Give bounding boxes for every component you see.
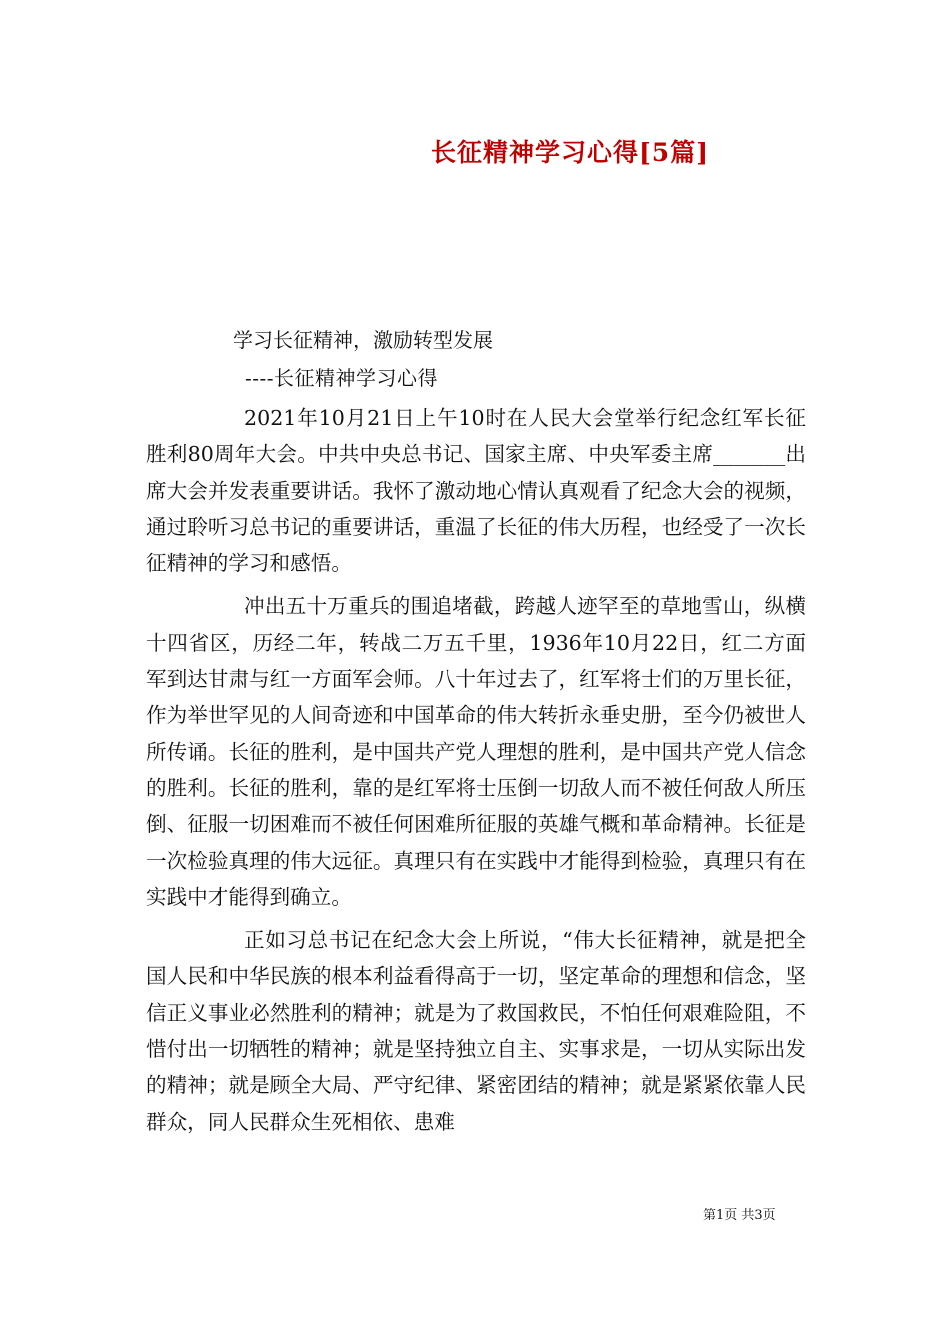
document-subtitle: 学习长征精神，激励转型发展 <box>233 328 493 352</box>
document-body <box>146 400 806 1147</box>
document-byline: ----长征精神学习心得 <box>245 366 439 390</box>
document-title: 长征精神学习心得[5篇] <box>430 138 710 167</box>
body-paragraph-1: 2021年10月21日上午10时在人民大会堂举行纪念红军长征胜利80周年大会。中共中央总书记、国家主席、中央军委主席_______出席大会并发表重要讲话。我怀了激动地心情认真观看了纪念大会的视频，通过聆听习总书记的重要讲话，重温了长征的伟大历程，也经受了一次长征精神的学习和感悟。 <box>146 406 806 576</box>
body-paragraph-2: 冲出五十万重兵的围追堵截，跨越人迹罕至的草地雪山，纵横十四省区，历经二年，转战二万五千里，1936年10月22日，红二方面军到达甘肃与红一方面军会师。八十年过去了，红军将士们的万里长征，作为举世罕见的人间奇迹和中国革命的伟大转折永垂史册，至今仍被世人所传诵。长征的胜利，是中国共产党人理想的胜利，是中国共产党人信念的胜利。长征的胜利，靠的是红军将士压倒一切敌人而不被任何敌人所压倒、征服一切困难而不被任何困难所征服的英雄气概和革命精神。长征是一次检验真理的伟大远征。真理只有在实践中才能得到检验，真理只有在实践中才能得到确立。 <box>146 594 806 909</box>
page-number-footer: 第1页 共3页 <box>703 1208 776 1223</box>
body-paragraph-3: 正如习总书记在纪念大会上所说，“伟大长征精神，就是把全国人民和中华民族的根本利益看得高于一切，坚定革命的理想和信念，坚信正义事业必然胜利的精神；就是为了救国救民，不怕任何艰难险阻，不惜付出一切牺牲的精神；就是坚持独立自主、实事求是，一切从实际出发的精神；就是顾全大局、严守纪律、紧密团结的精神；就是紧紧依靠人民群众，同人民群众生死相依、患难 <box>146 928 806 1134</box>
